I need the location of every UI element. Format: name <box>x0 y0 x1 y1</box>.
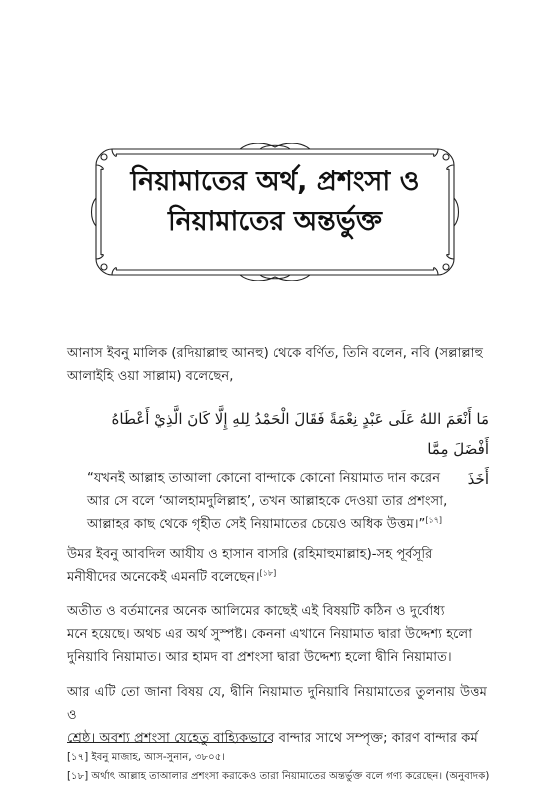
quote-line-2: আর সে বলে ‘আলহামদুলিল্লাহ’, তখন আল্লাহকে দেওয়া তার প্রশংসা, <box>87 494 448 509</box>
para4-line-2: শ্রেষ্ঠ। অবশ্য প্রশংসা যেহেতু বাহ্যিকভাবে বান্দার সাথে সম্পৃক্ত; কারণ বান্দার কর্ম <box>67 731 478 746</box>
para4-line-1: আর এটি তো জানা বিষয় যে, দ্বীনি নিয়ামাত দুনিয়াবি নিয়ামাতের তুলনায় উত্তম ও <box>67 685 487 723</box>
chapter-title-frame <box>90 143 460 281</box>
footnote-18 <box>67 769 507 785</box>
para2-line-2 <box>67 566 487 589</box>
footnote-18-number: [১৮] <box>67 771 89 782</box>
footnote-separator <box>67 742 272 743</box>
intro-line-2: আলাইহি ওয়া সাল্লাম) বলেছেন, <box>67 369 234 384</box>
footnote-17 <box>67 750 507 766</box>
quote-line-3 <box>87 513 487 536</box>
paragraph-2 <box>67 543 487 589</box>
quote-line-1: “যখনই আল্লাহ তাআলা কোনো বান্দাকে কোনো নিয়ামাত দান করেন <box>87 471 441 486</box>
para3-line-1: অতীত ও বর্তমানের অনেক আলিমের কাছেই এই বিষয়টি কঠিন ও দুর্বোধ্য <box>67 604 445 619</box>
paragraph-3 <box>67 600 487 669</box>
chapter-title-line-2: নিয়ামাতের অন্তর্ভুক্ত <box>167 206 383 237</box>
intro-paragraph <box>67 342 487 388</box>
para3-line-3: দুনিয়াবি নিয়ামাত। আর হামদ বা প্রশংসা দ্বারা উদ্দেশ্য হলো দ্বীনি নিয়ামাত। <box>67 650 452 665</box>
chapter-title-line-1: নিয়ামাতের অর্থ, প্রশংসা ও <box>130 166 420 197</box>
footnote-ref-17[interactable]: [১৭] <box>425 515 443 525</box>
arabic-line-1: مَا أَنْعَمَ اللهُ عَلَى عَبْدٍ نِعْمَةً فَقَالَ الْحَمْدُ لِلهِ إِلَّا كَانَ الَّذِيْ أَعْطَاهُ أَفْضَلَ مِمَّا <box>111 410 489 458</box>
hadith-translation-quote <box>87 467 487 536</box>
para2-line-2-text: মনীষীদের অনেকেই এমনটি বলেছেন। <box>67 570 260 585</box>
para2-line-1: উমর ইবনু আবদিল আযীয ও হাসান বাসরি (রহিমাহুমাল্লাহ)-সহ পূর্বসূরি <box>67 547 433 562</box>
intro-line-1: আনাস ইবনু মালিক (রদিয়াল্লাহু আনহু) থেকে বর্ণিত, তিনি বলেন, নবি (সল্লাল্লাহু <box>67 346 483 361</box>
footnote-17-number: [১৭] <box>67 752 89 763</box>
footnote-ref-18[interactable]: [১৮] <box>259 568 277 578</box>
arabic-line-2: أَخَذَ <box>467 470 489 488</box>
footnote-17-text: ইবনু মাজাহ, আস-সুনান, ৩৮০৫। <box>91 752 225 763</box>
footnote-18-text: অর্থাৎ আল্লাহ তাআলার প্রশংসা করাকেও তারা নিয়ামাতের অন্তর্ভুক্ত বলে গণ্য করেছেন। (অনুবাদক) <box>91 771 490 782</box>
para3-line-2: মনে হয়েছে। অথচ এর অর্থ সুস্পষ্ট। কেননা এখানে নিয়ামাত দ্বারা উদ্দেশ্য হলো <box>67 627 473 642</box>
quote-line-3-text: আল্লাহর কাছ থেকে গৃহীত সেই নিয়ামাতের চেয়েও অধিক উত্তম।” <box>87 517 426 532</box>
paragraph-4 <box>67 681 487 750</box>
